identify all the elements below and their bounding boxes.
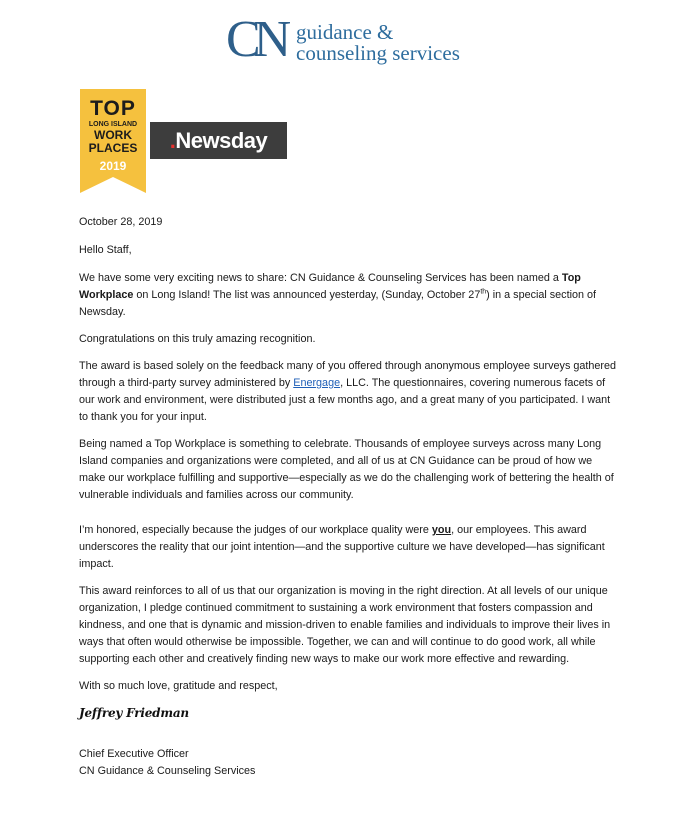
paragraph-commitment: This award reinforces to all of us that our organization is moving in the right direction. At all levels of our unique organization, I pledge continued commitment to sustaining a work environment that fosters compassion and kindness, and one that is dynamic and mission-driven to enable families and individuals to improve their lives in ways that often would otherwise be impossible. Together, we can and will continue to do good work, all while supporting each other and creatively finding new ways to make our work more effective and rewarding. xyxy=(79,585,611,665)
badge-top: TOP xyxy=(90,97,136,120)
newsday-text: Newsday xyxy=(175,128,268,153)
badge-year: 2019 xyxy=(99,159,127,173)
paragraph-congratulations: Congratulations on this truly amazing recognition. xyxy=(79,333,316,345)
badge-region: LONG ISLAND xyxy=(88,121,138,128)
logo-line-1: guidance & xyxy=(296,20,394,44)
letter-closing: With so much love, gratitude and respect, xyxy=(79,680,278,692)
letter-date: October 28, 2019 xyxy=(79,216,163,228)
paragraph-celebrate: Being named a Top Workplace is something to celebrate. Thousands of employee surveys across many Long Island companies and organizations were completed, and all of us at CN Guidance can be proud of how we make our workplace fulfilling and supportive—especially as we do the challenging work of bettering the health of vulnerable individuals and families across our community. xyxy=(79,438,614,501)
letter-body xyxy=(79,214,619,780)
newsday-logo: .Newsday xyxy=(150,122,287,159)
signature: Jeffrey Friedman xyxy=(79,706,189,720)
signer-title: Chief Executive Officer xyxy=(79,748,189,760)
letter-greeting: Hello Staff, xyxy=(79,244,132,256)
signer-organization: CN Guidance & Counseling Services xyxy=(79,765,256,777)
logo-mark: CN xyxy=(226,11,285,68)
paragraph-honored: I’m honored, especially because the judges of our workplace quality were you, our employees. This award underscores the reality that our joint intention—and the supportive culture we have developed—has significant impact. xyxy=(79,524,605,570)
top-workplaces-award xyxy=(80,89,290,193)
energage-link[interactable]: Energage xyxy=(293,377,341,389)
paragraph-announcement: We have some very exciting news to share: CN Guidance & Counseling Services has been named a Top Workplace on Long Island! The list was announced yesterday, (Sunday, October 27th) in a special section of Newsday. xyxy=(79,272,596,318)
badge-places: PLACES xyxy=(88,141,138,155)
logo-line-2: counseling services xyxy=(296,41,460,65)
signer-block xyxy=(79,746,619,780)
company-logo xyxy=(226,11,486,72)
paragraph-survey: The award is based solely on the feedback many of you offered through anonymous employee surveys gathered through a third-party survey administered by Energage, LLC. The questionnaires, covering numerous facets of our work and environment, were distributed just a few months ago, and a great many of you participated. I want to thank you for your input. xyxy=(79,360,616,423)
logo-wordmark xyxy=(296,22,460,64)
badge-work: WORK xyxy=(94,128,132,142)
